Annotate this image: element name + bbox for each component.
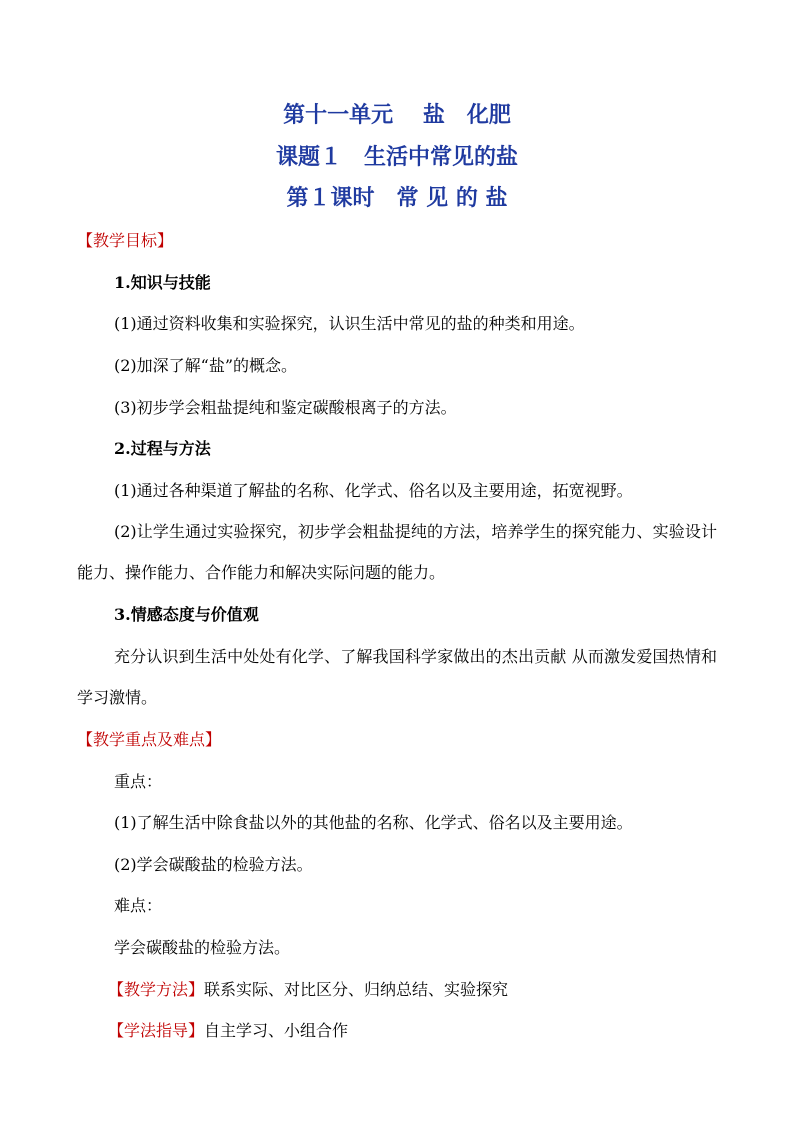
methods-row — [108, 979, 508, 1001]
unit-title: 第十一单元 盐 化肥 — [283, 103, 511, 128]
guidance-text: 自主学习、小组合作 — [204, 1021, 349, 1040]
methods-heading: 【教学方法】 — [108, 980, 205, 999]
lesson-title: 课题１ 生活中常见的盐 — [275, 145, 518, 170]
knowledge-item-1: (1)通过资料收集和实验探究，认识生活中常见的盐的种类和用途。 — [114, 314, 585, 333]
knowledge-item-3: (3)初步学会粗盐提纯和鉴定碳酸根离子的方法。 — [114, 398, 457, 417]
process-item-1: (1)通过各种渠道了解盐的名称、化学式、俗名以及主要用途，拓宽视野。 — [114, 481, 633, 500]
key-item-1: (1)了解生活中除食盐以外的其他盐的名称、化学式、俗名以及主要用途。 — [114, 813, 633, 832]
guidance-row — [108, 1020, 348, 1042]
objectives-heading: 【教学目标】 — [77, 231, 174, 250]
key-item-2: (2)学会碳酸盐的检验方法。 — [114, 855, 313, 874]
knowledge-heading: 1.知识与技能 — [114, 273, 211, 292]
guidance-heading: 【学法指导】 — [108, 1021, 205, 1040]
attitude-heading: 3.情感态度与价值观 — [114, 605, 259, 624]
key-points-heading: 【教学重点及难点】 — [77, 730, 222, 749]
process-heading: 2.过程与方法 — [114, 439, 211, 458]
knowledge-item-2: (2)加深了解“盐”的概念。 — [114, 356, 298, 375]
key-label: 重点： — [114, 772, 163, 791]
attitude-text: 充分认识到生活中处处有化学、了解我国科学家做出的杰出贡献 从而激发爱国热情和学习激情。 — [77, 647, 717, 707]
period-title: 第１课时 常 见 的 盐 — [286, 186, 508, 211]
difficult-label: 难点： — [114, 896, 163, 915]
process-item-2: (2)让学生通过实验探究，初步学会粗盐提纯的方法，培养学生的探究能力、实验设计能力、操作能力、合作能力和解决实际问题的能力。 — [77, 522, 717, 582]
difficult-text: 学会碳酸盐的检验方法。 — [114, 938, 291, 957]
methods-text: 联系实际、对比区分、归纳总结、实验探究 — [204, 980, 509, 999]
